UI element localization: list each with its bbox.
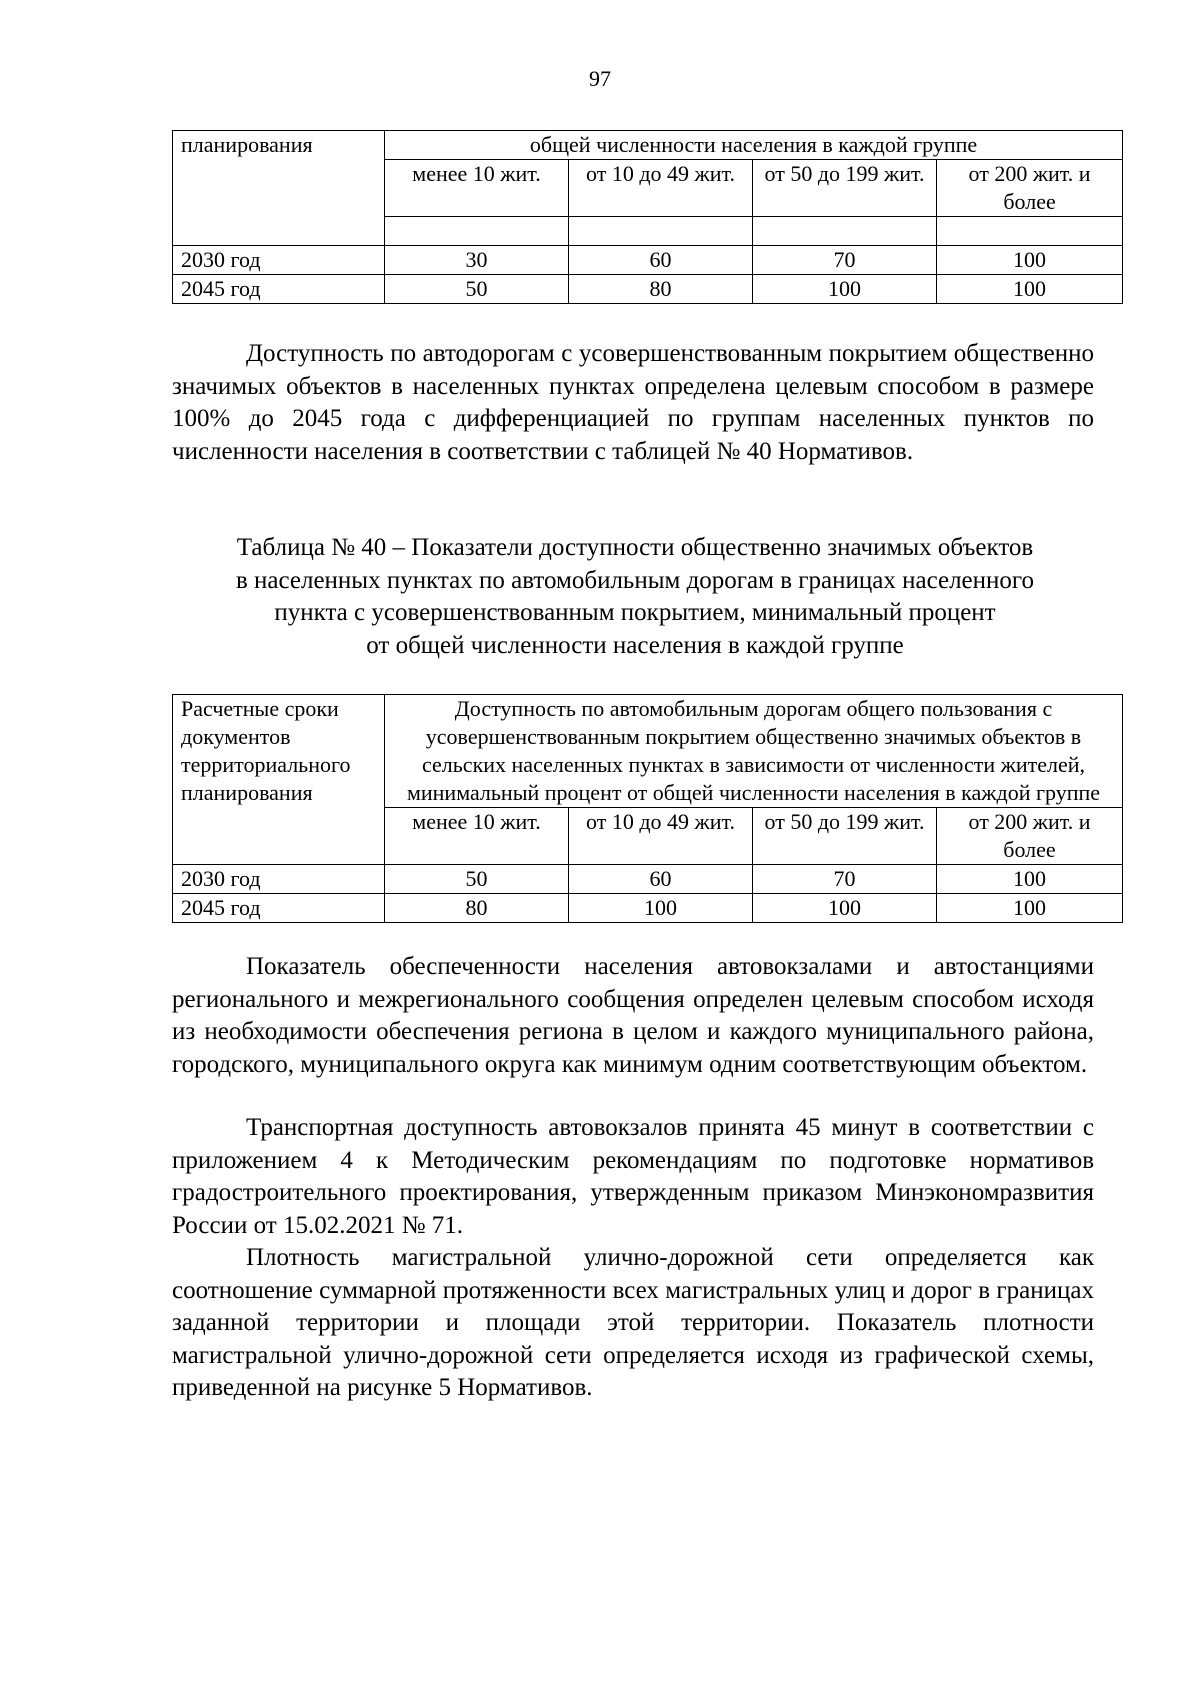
row-value: 30 xyxy=(385,246,569,275)
row-value: 100 xyxy=(753,894,937,923)
row-year: 2045 год xyxy=(173,275,385,304)
table-header-left: планирования xyxy=(173,131,385,246)
paragraph-transport-accessibility: Транспортная доступность автовокзалов принята 45 минут в соответствии с приложением 4 к Методическим рекомендациям по подготовке нормативов градостроительного проектирования, утвержденным приказом Минэкономразвития России от 15.02.2021 № 71. xyxy=(172,1114,1094,1239)
row-value: 50 xyxy=(385,865,569,894)
row-value: 50 xyxy=(385,275,569,304)
group-header: от 10 до 49 жит. xyxy=(569,808,753,865)
row-value: 100 xyxy=(937,275,1123,304)
page-number: 97 xyxy=(589,66,611,91)
empty-cell xyxy=(937,217,1123,246)
empty-cell xyxy=(753,217,937,246)
row-year: 2030 год xyxy=(173,865,385,894)
row-value: 80 xyxy=(569,275,753,304)
empty-cell xyxy=(385,217,569,246)
group-header: от 50 до 199 жит. xyxy=(753,160,937,217)
table-header-span: Доступность по автомобильным дорогам общего пользования с усовершенствованным покрытием общественно значимых объектов в сельских населенных пунктах в зависимости от численности жителей, минимальный процент от общей численности населения в каждой группе xyxy=(385,695,1123,808)
row-value: 70 xyxy=(753,865,937,894)
caption-line: Таблица № 40 – Показатели доступности общественно значимых объектов xyxy=(236,534,1034,561)
group-header: от 200 жит. и более xyxy=(937,808,1123,865)
group-header: менее 10 жит. xyxy=(385,160,569,217)
table-continued xyxy=(172,130,1123,304)
group-header: от 10 до 49 жит. xyxy=(569,160,753,217)
paragraph-road-density: Плотность магистральной улично-дорожной сети определяется как соотношение суммарной протяженности всех магистральных улиц и дорог в границах заданной территории и площади этой территории. Показатель плотности магистральной улично-дорожной сети определяется исходя из графической схемы, приведенной на рисунке 5 Нормативов. xyxy=(172,1244,1094,1401)
group-header: менее 10 жит. xyxy=(385,808,569,865)
row-year: 2045 год xyxy=(173,894,385,923)
table-row xyxy=(173,246,1123,275)
row-value: 60 xyxy=(569,865,753,894)
row-value: 60 xyxy=(569,246,753,275)
table-row xyxy=(173,894,1123,923)
row-value: 80 xyxy=(385,894,569,923)
table-caption xyxy=(130,532,1140,662)
row-value: 100 xyxy=(937,865,1123,894)
table-row xyxy=(173,865,1123,894)
table-header-span: общей численности населения в каждой группе xyxy=(385,131,1123,160)
row-value: 100 xyxy=(753,275,937,304)
row-value: 70 xyxy=(753,246,937,275)
row-value: 100 xyxy=(569,894,753,923)
empty-cell xyxy=(569,217,753,246)
group-header: от 50 до 199 жит. xyxy=(753,808,937,865)
paragraph-accessibility: Доступность по автодорогам с усовершенствованным покрытием общественно значимых объектов в населенных пунктах определена целевым способом в размере 100% до 2045 года с дифференциацией по группам населенных пунктов по численности населения в соответствии с таблицей № 40 Нормативов. xyxy=(172,340,1094,465)
caption-line: от общей численности населения в каждой группе xyxy=(366,631,904,659)
table-header-left: Расчетные сроки документов территориального планирования xyxy=(173,695,385,865)
table-40 xyxy=(172,694,1123,923)
row-year: 2030 год xyxy=(173,246,385,275)
caption-line: в населенных пунктах по автомобильным дорогам в границах населенного xyxy=(235,566,1035,594)
caption-line: пункта с усовершенствованным покрытием, минимальный процент xyxy=(274,599,996,626)
table-row xyxy=(173,275,1123,304)
row-value: 100 xyxy=(937,894,1123,923)
group-header: от 200 жит. и более xyxy=(937,160,1123,217)
row-value: 100 xyxy=(937,246,1123,275)
paragraph-bus-stations: Показатель обеспеченности населения автовокзалами и автостанциями регионального и межрегионального сообщения определен целевым способом исходя из необходимости обеспечения региона в целом и каждого муниципального района, городского, муниципального округа как минимум одним соответствующим объектом. xyxy=(172,953,1094,1078)
